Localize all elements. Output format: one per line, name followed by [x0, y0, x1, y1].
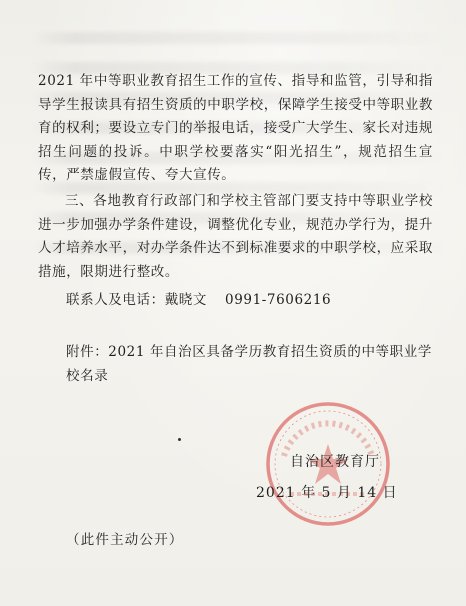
issue-date: 2021 年 5 月 14 日	[256, 485, 398, 501]
contact-label: 联系人及电话：戴晓文	[66, 292, 207, 308]
contact-line	[66, 289, 331, 313]
attachment-note	[66, 340, 432, 388]
attachment-line-2: 校名录	[66, 368, 109, 384]
attachment-line-1: 附件：2021 年自治区具备学历教育招生资质的中等职业学	[66, 344, 432, 360]
body-paragraph-2: 三、各地教育行政部门和学校主管部门要支持中等职业学校进一步加强办学条件建设，调整优化专业，规范办学行为，提升人才培养水平，对办学条件达不到标准要求的中职学校，应采取措施，限期进行整改。	[38, 193, 433, 280]
issuing-authority: 自治区教育厅	[290, 454, 380, 470]
body-paragraph-1: 2021 年中等职业教育招生工作的宣传、指导和监管，引导和指导学生报读具有招生资质的中职学校，保障学生接受中等职业教育的权利；要设立专门的举报电话，接受广大学生、家长对违规招生问题的投诉。中职学校要落实“阳光招生”，规范招生宣传，严禁虚假宣传、夸大宣传。	[38, 73, 433, 183]
stray-dot	[178, 438, 181, 441]
disclosure-note: （此件主动公开）	[66, 532, 184, 548]
contact-phone: 0991-7606216	[225, 292, 332, 308]
